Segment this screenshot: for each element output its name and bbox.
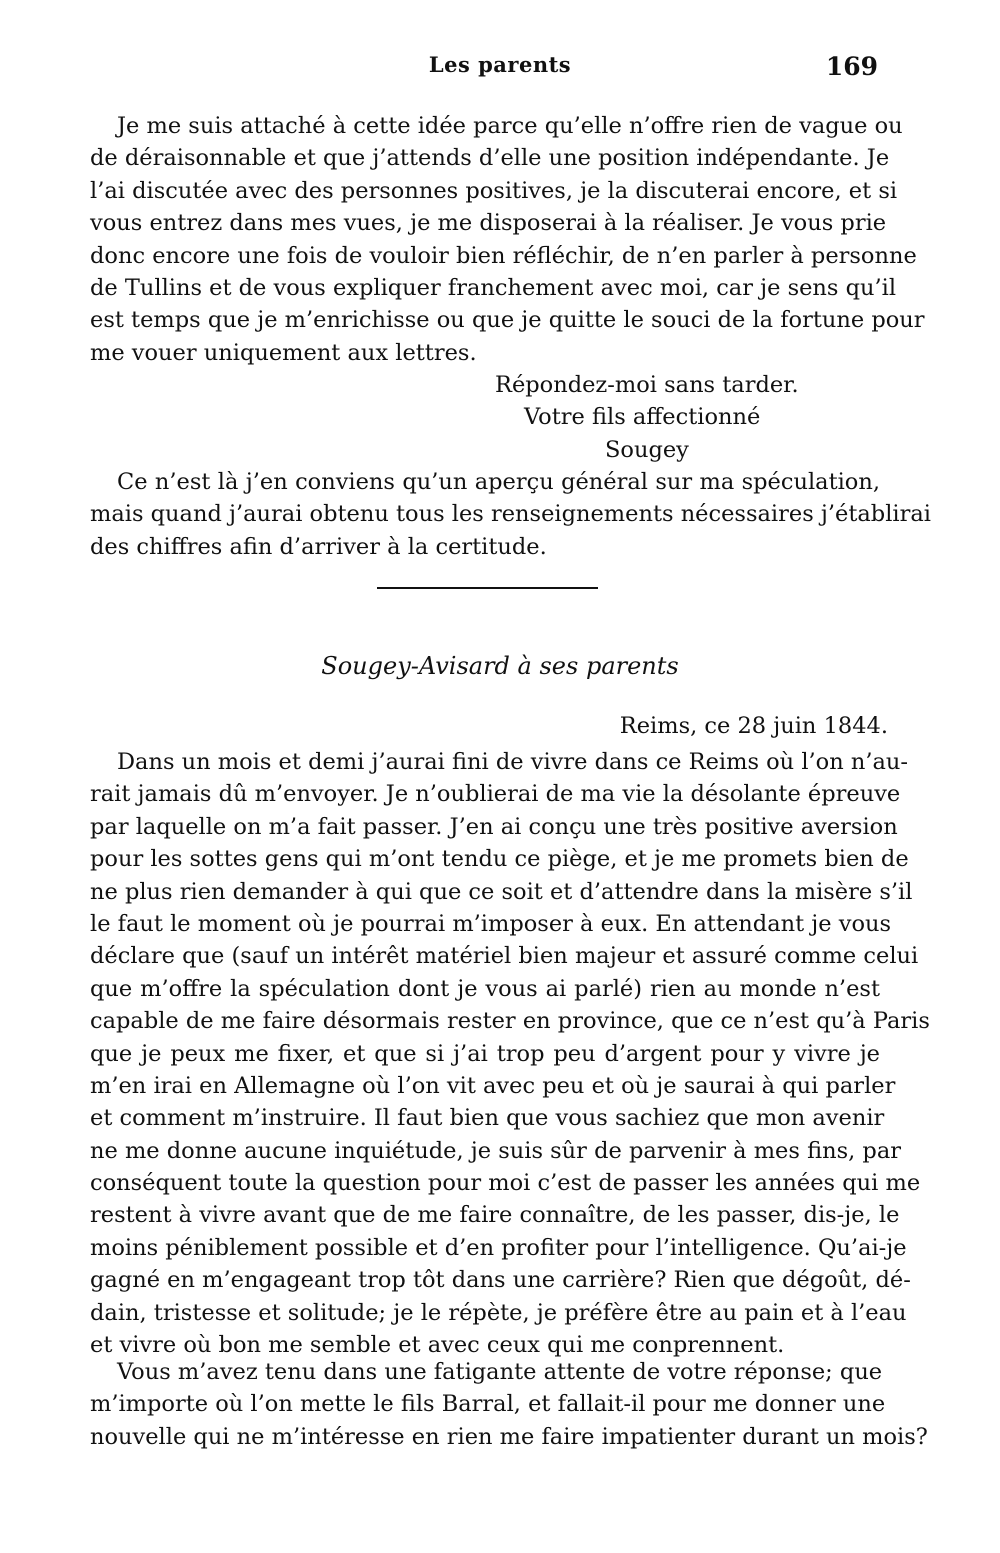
letter2-paragraph-2 bbox=[90, 1356, 928, 1453]
body-line: capable de me faire désormais rester en province, que ce n’est qu’à Paris bbox=[90, 1008, 930, 1035]
body-line: que m’offre la spéculation dont je vous ai parlé) rien au monde n’est bbox=[90, 975, 880, 1002]
body-line: de Tullins et de vous expliquer franchement avec moi, car je sens qu’il bbox=[90, 274, 897, 301]
body-line: Dans un mois et demi j’aurai fini de vivre dans ce Reims où l’on n’au- bbox=[117, 749, 909, 775]
body-line: donc encore une fois de vouloir bien réfléchir, de n’en parler à personne bbox=[90, 242, 917, 269]
letter1-postscript bbox=[90, 466, 931, 563]
running-title: Les parents bbox=[428, 52, 572, 77]
closing-line: Répondez-moi sans tarder. bbox=[495, 372, 799, 398]
body-line: m’importe où l’on mette le fils Barral, et fallait-il pour me donner une bbox=[90, 1391, 886, 1418]
body-line: et vivre où bon me semble et avec ceux qui me conprennent. bbox=[90, 1332, 785, 1359]
body-line: que je peux me fixer, et que si j’ai trop peu d’argent pour y vivre je bbox=[90, 1040, 880, 1067]
closing-line: Votre fils affectionné bbox=[524, 404, 761, 431]
section-divider bbox=[377, 587, 598, 589]
body-line: ne plus rien demander à qui que ce soit et d’attendre dans la misère s’il bbox=[90, 878, 913, 905]
body-line: et comment m’instruire. Il faut bien que vous sachiez que mon avenir bbox=[90, 1105, 885, 1132]
body-line: gagné en m’engageant trop tôt dans une carrière? Rien que dégoût, dé- bbox=[90, 1267, 911, 1294]
body-line: me vouer uniquement aux lettres. bbox=[90, 339, 477, 366]
body-line: rait jamais dû m’envoyer. Je n’oublierai de ma vie la désolante épreuve bbox=[90, 781, 901, 808]
body-line: le faut le moment où je pourrai m’imposer à eux. En attendant je vous bbox=[90, 910, 892, 937]
body-line: nouvelle qui ne m’intéresse en rien me faire impatienter durant un mois? bbox=[90, 1423, 928, 1450]
body-line: déclare que (sauf un intérêt matériel bien majeur et assuré comme celui bbox=[90, 943, 919, 970]
body-line: est temps que je m’enrichisse ou que je quitte le souci de la fortune pour bbox=[90, 307, 925, 334]
body-line: conséquent toute la question pour moi c’est de passer les années qui me bbox=[90, 1170, 921, 1197]
letter1-closing bbox=[90, 369, 880, 466]
body-line: l’ai discutée avec des personnes positives, je la discuterai encore, et si bbox=[90, 177, 898, 204]
body-line: restent à vivre avant que de me faire connaître, de les passer, dis-je, le bbox=[90, 1202, 900, 1229]
body-line: pour les sottes gens qui m’ont tendu ce piège, et je me promets bien de bbox=[90, 846, 909, 873]
body-line: m’en irai en Allemagne où l’on vit avec peu et où je saurai à qui parler bbox=[90, 1072, 896, 1099]
body-line: par laquelle on m’a fait passer. J’en ai conçu une très positive aversion bbox=[90, 813, 898, 840]
body-line: de déraisonnable et que j’attends d’elle une position indépendante. Je bbox=[90, 145, 890, 172]
body-line: ne me donne aucune inquiétude, je suis sûr de parvenir à mes fins, par bbox=[90, 1137, 901, 1164]
postscript-line: mais quand j’aurai obtenu tous les renseignements nécessaires j’établirai bbox=[90, 501, 931, 528]
signature: Sougey bbox=[605, 436, 689, 463]
body-line: Je me suis attaché à cette idée parce qu’elle n’offre rien de vague ou bbox=[117, 113, 903, 139]
letter1-body bbox=[90, 110, 925, 369]
body-line: dain, tristesse et solitude; je le répète, je préfère être au pain et à l’eau bbox=[90, 1299, 907, 1326]
postscript-line: Ce n’est là j’en conviens qu’un aperçu général sur ma spéculation, bbox=[117, 469, 880, 495]
postscript-line: des chiffres afin d’arriver à la certitude. bbox=[90, 533, 547, 560]
dateline: Reims, ce 28 juin 1844. bbox=[619, 713, 888, 739]
letter2-paragraph-1 bbox=[90, 746, 930, 1361]
page-number: 169 bbox=[825, 52, 878, 81]
body-line: moins péniblement possible et d’en profiter pour l’intelligence. Qu’ai-je bbox=[90, 1234, 907, 1261]
body-line: vous entrez dans mes vues, je me disposerai à la réaliser. Je vous prie bbox=[90, 210, 887, 237]
body-line: Vous m’avez tenu dans une fatigante attente de votre réponse; que bbox=[117, 1359, 883, 1385]
letter-title: Sougey-Avisard à ses parents bbox=[321, 652, 679, 680]
